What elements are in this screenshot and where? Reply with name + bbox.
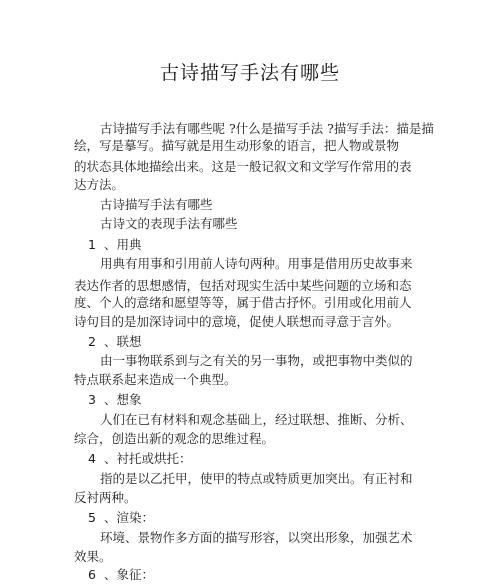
section-body-line: 由一事物联系到与之有关的另一事物，或把事物中类似的: [100, 353, 413, 368]
section-body-line: 反衬两种。: [74, 490, 137, 505]
section-number: 5: [88, 510, 96, 525]
intro-line: 绘，写是摹写。描写就是用生动形象的语言，把人物或景物: [74, 138, 400, 153]
section-heading: 、用典: [104, 237, 142, 252]
section-number: 3: [88, 392, 96, 407]
section-heading: 、渲染：: [104, 510, 155, 525]
intro-line: 的状态具体地描绘出来。这是一般记叙文和文学写作常用的表: [74, 159, 412, 174]
section-number: 1: [88, 237, 96, 252]
document-title: 古诗描写手法有哪些: [159, 62, 340, 84]
subheading: 古诗描写手法有哪些: [100, 197, 213, 212]
section-body-line: 度、个人的意绪和愿望等等，属于借古抒怀。引用或化用前人: [74, 295, 412, 310]
section-heading: 、想象: [104, 392, 142, 407]
section-number: 4: [88, 451, 96, 466]
section-heading: 、联想: [104, 334, 142, 349]
section-body-line: 综合，创造出新的观念的思维过程。: [74, 431, 275, 446]
section-body-line: 效果。: [74, 549, 112, 564]
section-body-line: 诗句目的是加深诗词中的意境，促使人联想而寻意于言外。: [74, 314, 400, 329]
section-heading: 、衬托或烘托：: [104, 451, 192, 466]
intro-line: 达方法。: [74, 177, 125, 192]
intro-line: 古诗描写手法有哪些呢 ?什么是描写手法 ?描写手法：描是描: [100, 121, 434, 136]
section-body-line: 指的是以乙托甲，使甲的特点或特质更加突出。有正衬和: [100, 471, 413, 486]
section-body-line: 人们在已有材料和观念基础上，经过联想、推断、分析、: [100, 412, 413, 427]
section-number: 6: [88, 567, 96, 582]
section-number: 2: [88, 334, 96, 349]
section-body-line: 表达作者的思想感情，包括对现实生活中某些问题的立场和态: [74, 278, 412, 293]
section-heading: 、象征：: [104, 567, 155, 582]
subheading: 古诗文的表现手法有哪些: [100, 216, 238, 231]
section-body-line: 用典有用事和引用前人诗句两种。用事是借用历史故事来: [100, 256, 413, 271]
section-body-line: 环境、景物作多方面的描写形容，以突出形象，加强艺术: [100, 530, 413, 545]
section-body-line: 特点联系起来造成一个典型。: [74, 372, 237, 387]
